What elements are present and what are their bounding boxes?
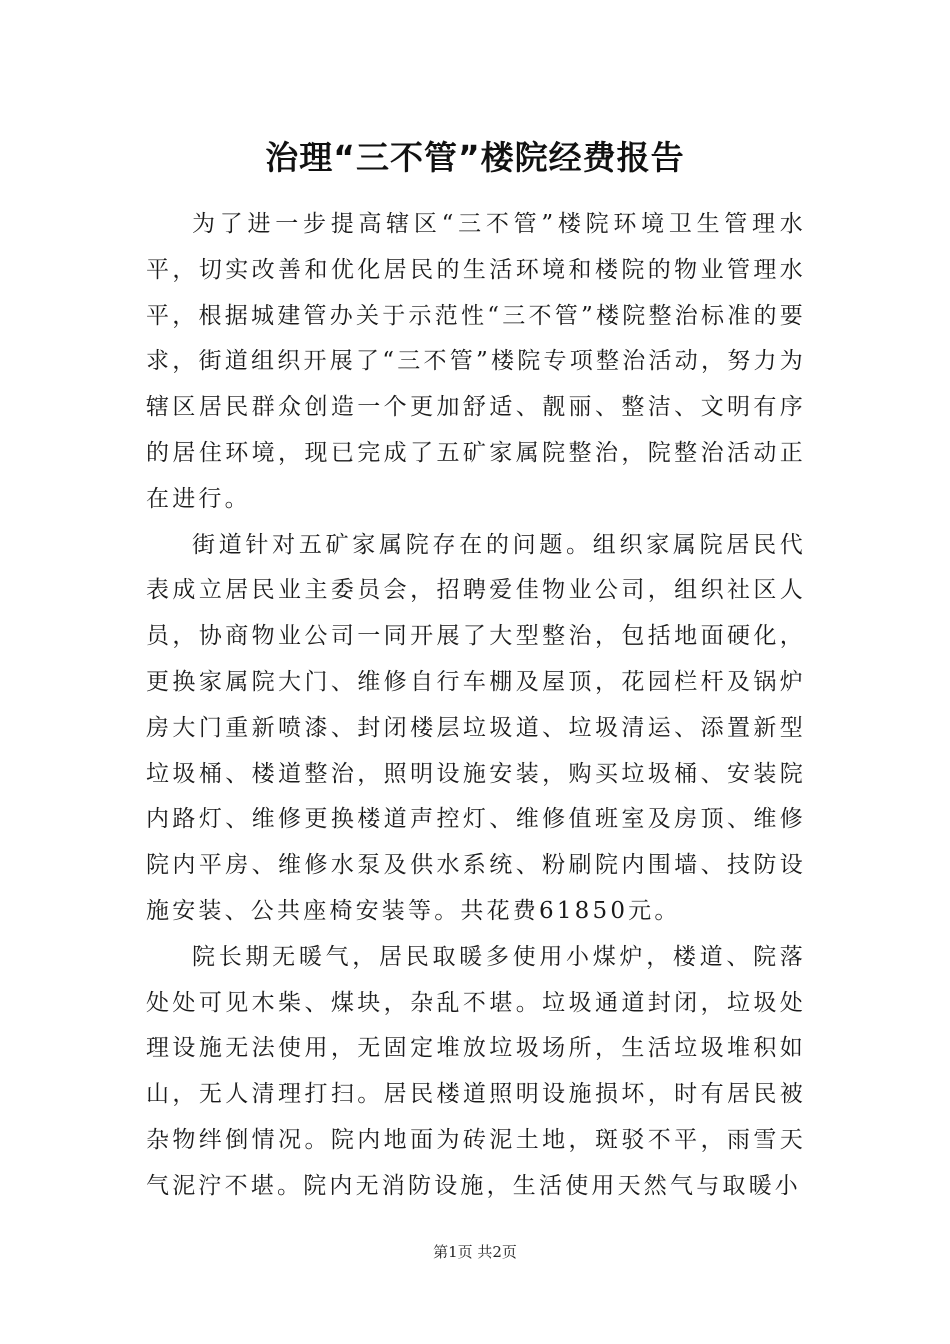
body-paragraph-1: 为了进一步提高辖区“三不管”楼院环境卫生管理水平，切实改善和优化居民的生活环境和楼院的物业管理水平，根据城建管办关于示范性“三不管”楼院整治标准的要求，街道组织开展了“三不管”楼院专项整治活动，努力为辖区居民群众创造一个更加舒适、靓丽、整洁、文明有序的居住环境，现已完成了五矿家属院整治，院整治活动正在进行。 [146,211,806,512]
body-paragraph-2: 街道针对五矿家属院存在的问题。组织家属院居民代表成立居民业主委员会，招聘爱佳物业公司，组织社区人员，协商物业公司一同开展了大型整治，包括地面硬化，更换家属院大门、维修自行车棚及屋顶，花园栏杆及锅炉房大门重新喷漆、封闭楼层垃圾道、垃圾清运、添置新型垃圾桶、楼道整治，照明设施安装，购买垃圾桶、安装院内路灯、维修更换楼道声控灯、维修值班室及房顶、维修院内平房、维修水泵及供水系统、粉刷院内围墙、技防设施安装、公共座椅安装等。共花费61850元。 [146,531,806,924]
body-paragraph-3: 院长期无暖气，居民取暖多使用小煤炉，楼道、院落处处可见木柴、煤块，杂乱不堪。垃圾通道封闭，垃圾处理设施无法使用，无固定堆放垃圾场所，生活垃圾堆积如山，无人清理打扫。居民楼道照明设施损坏，时有居民被杂物绊倒情况。院内地面为砖泥土地，斑驳不平，雨雪天气泥泞不堪。院内无消防设施，生活使用天然气与取暖小 [146,943,806,1199]
document-title: 治理“三不管”楼院经费报告 [265,138,685,177]
page-number-footer: 第1页 共2页 [433,1243,517,1261]
document-body [146,202,806,1210]
